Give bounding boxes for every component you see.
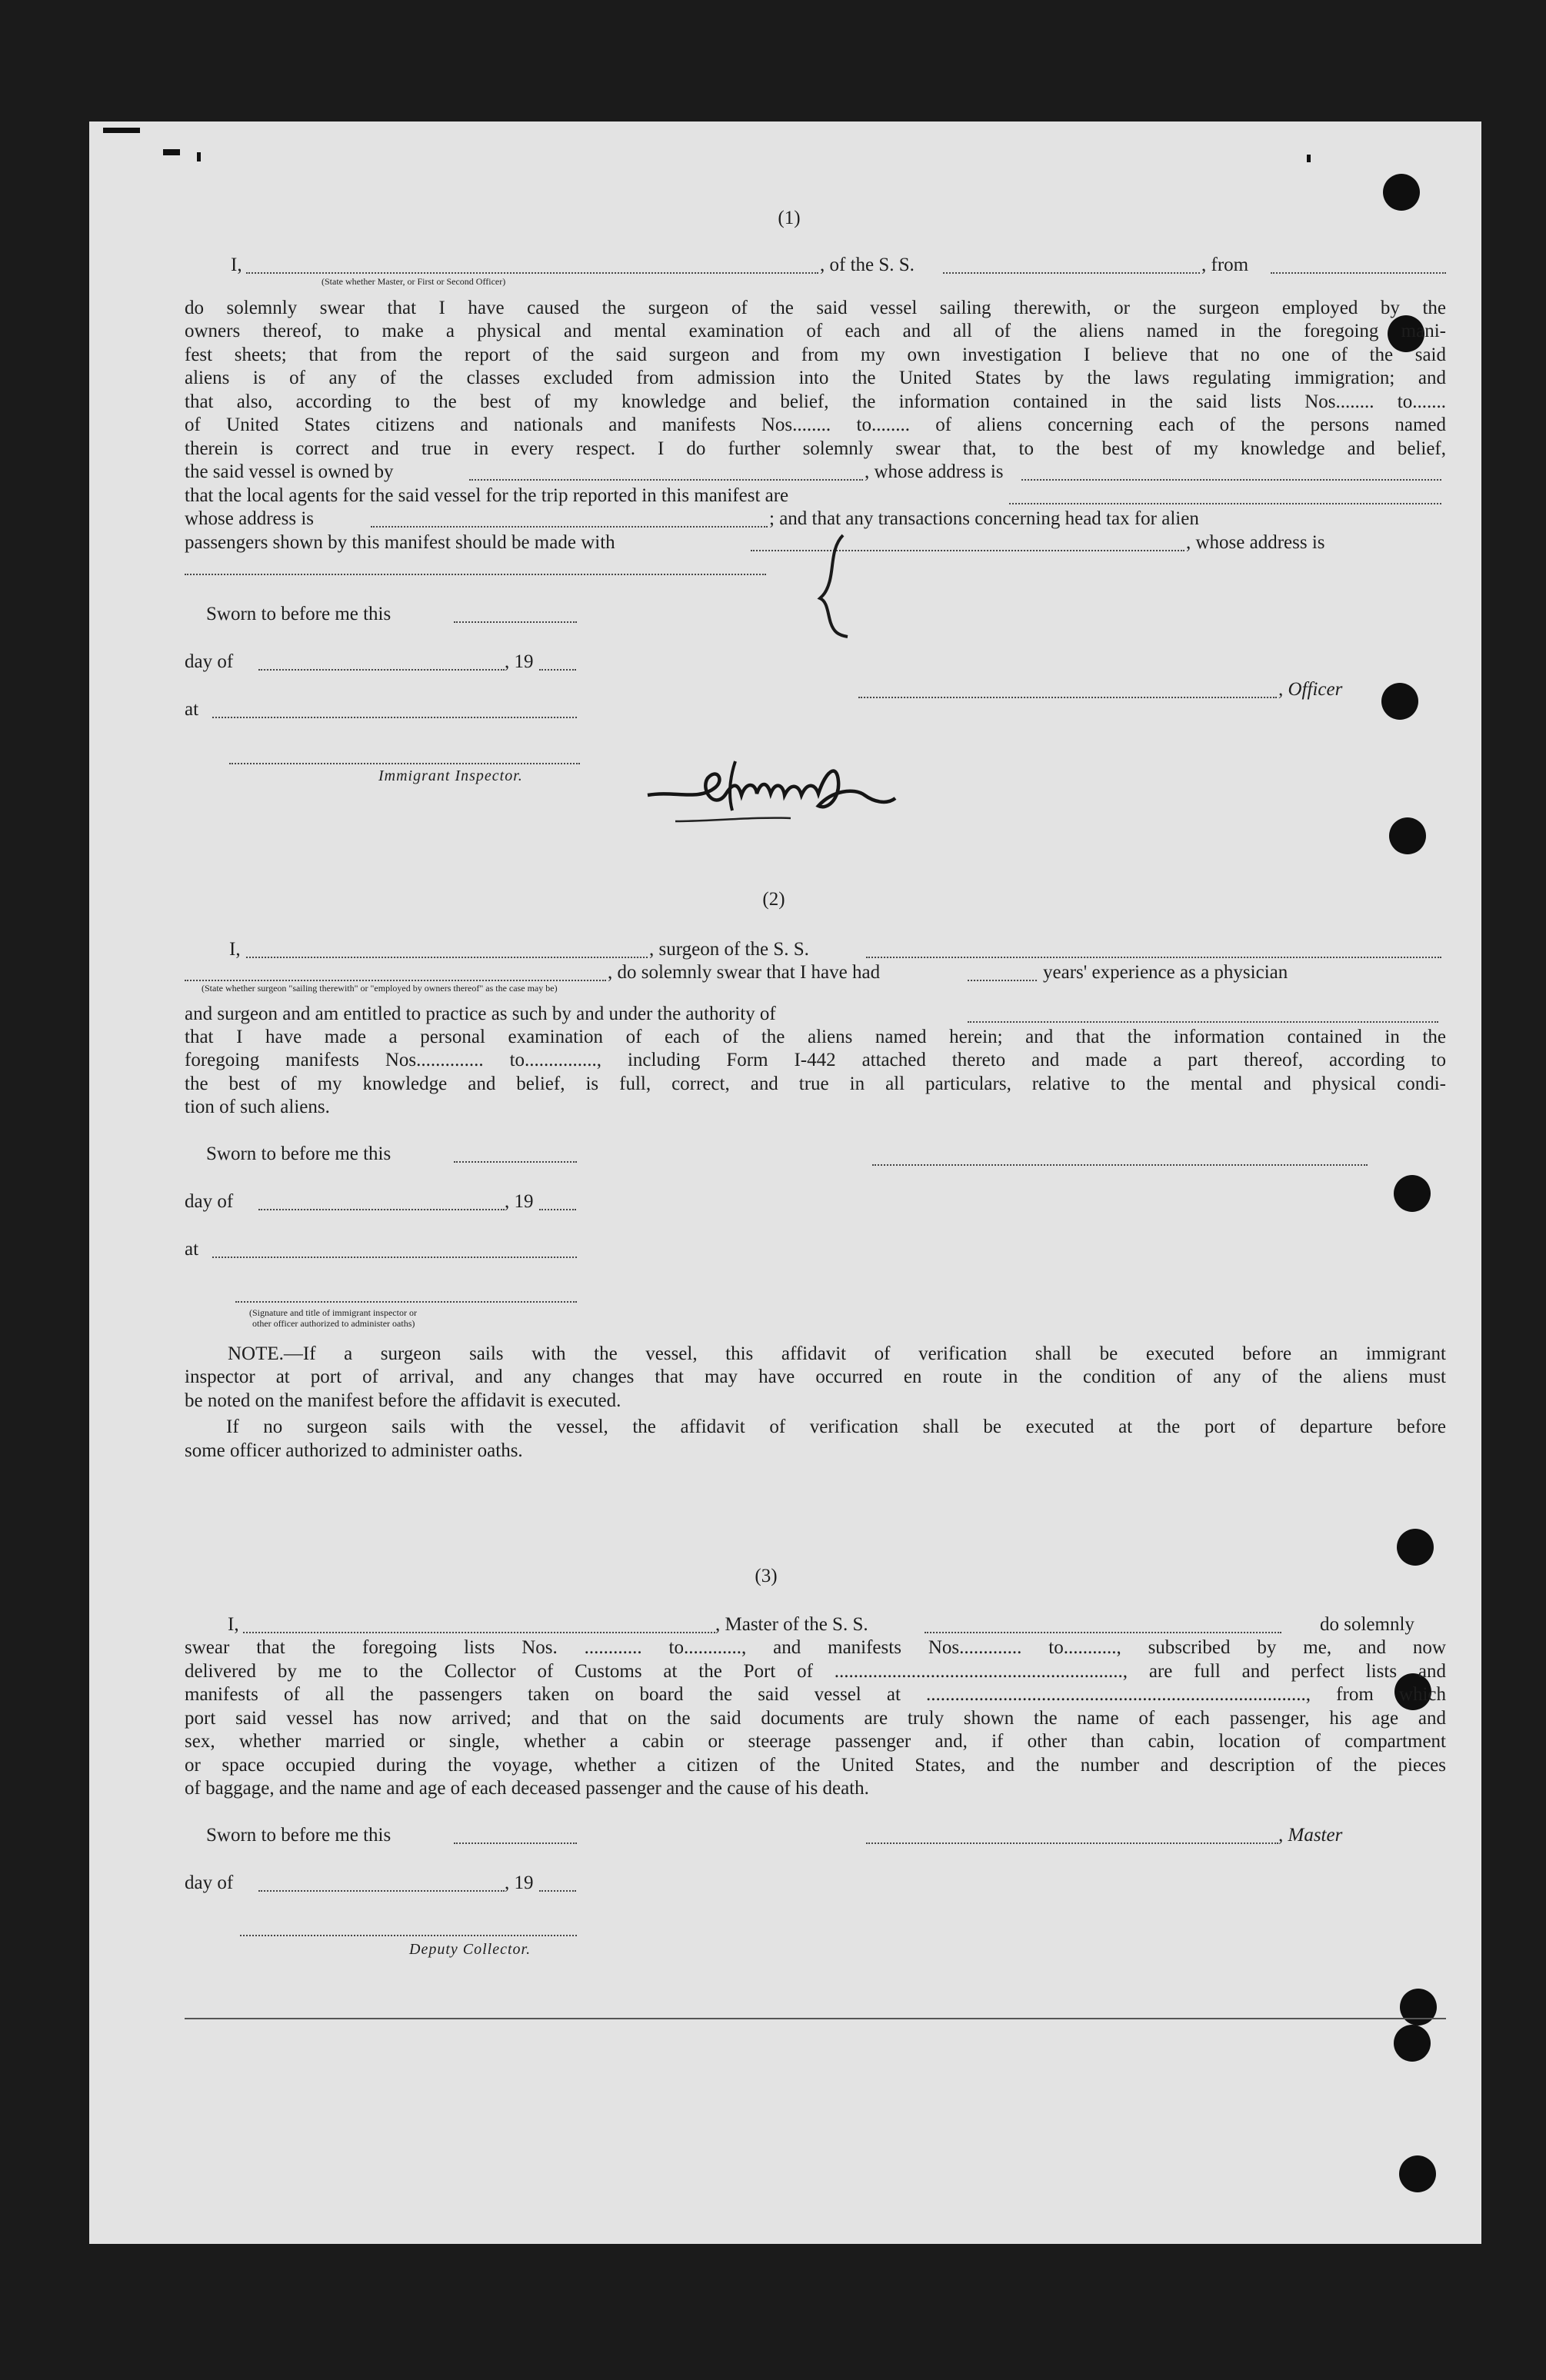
s3-master-signature-blank bbox=[866, 1842, 1278, 1844]
s2-note-line: inspector at port of arrival, and any changes that may have occurred en route in the condition of any of the aliens must bbox=[185, 1366, 1446, 1387]
section-2-number: (2) bbox=[762, 889, 785, 910]
s3-para-line: manifests of all the passengers taken on board the said vessel at ..............................................................................., from which bbox=[185, 1684, 1446, 1705]
s3-day-blank bbox=[258, 1890, 505, 1892]
scan-mark bbox=[163, 149, 180, 155]
s3-day-of-label: day of bbox=[185, 1872, 234, 1893]
s1-officer-label: , Officer bbox=[1278, 679, 1343, 700]
s2-i-label: I, bbox=[229, 939, 241, 960]
s1-inspector-label: Immigrant Inspector. bbox=[378, 767, 523, 784]
manifest-affidavit-page bbox=[89, 121, 1481, 2244]
s1-owner-blank bbox=[469, 479, 863, 481]
s1-sworn-label: Sworn to before me this bbox=[206, 604, 391, 624]
s3-year-label: , 19 bbox=[505, 1872, 534, 1893]
s1-at-label: at bbox=[185, 699, 199, 720]
s3-master-label: , Master of the S. S. bbox=[715, 1614, 868, 1635]
bottom-rule bbox=[185, 2018, 1446, 2019]
s2-note-line: NOTE.—If a surgeon sails with the vessel, this affidavit of verification shall be executed before an immigrant bbox=[228, 1343, 1446, 1364]
s1-head-tax-agent-blank bbox=[751, 550, 1184, 551]
s1-para-line: of United States citizens and nationals and manifests Nos........ to........ of aliens concerning each of the persons named bbox=[185, 414, 1446, 435]
s1-para-line: do solemnly swear that I have caused the surgeon of the said vessel sailing therewith, or the surgeon employed by the bbox=[185, 298, 1446, 318]
section-3-number: (3) bbox=[755, 1566, 778, 1586]
s2-surgeon-signature-blank bbox=[872, 1164, 1368, 1166]
binder-hole bbox=[1397, 1529, 1434, 1566]
s3-solemnly-label: do solemnly bbox=[1320, 1614, 1414, 1635]
s2-year-blank bbox=[539, 1209, 576, 1210]
s1-owner-address-label: , whose address is bbox=[865, 461, 1004, 482]
s3-para-line: sex, whether married or single, whether a cabin or steerage passenger and, if other than cabin, location of compartment bbox=[185, 1731, 1446, 1752]
s2-at-blank bbox=[212, 1257, 577, 1258]
s2-note2-last-line: some officer authorized to administer oaths. bbox=[185, 1440, 523, 1461]
s2-para-line: foregoing manifests Nos.............. to..............., including Form I-442 attached thereto and made a part thereof, according to bbox=[185, 1050, 1446, 1070]
binder-hole bbox=[1381, 683, 1418, 720]
binder-hole bbox=[1394, 1175, 1431, 1212]
s3-para-line: swear that the foregoing lists Nos. ............ to............, and manifests Nos............. to..........., subscribed by me, and now bbox=[185, 1637, 1446, 1658]
s2-surgeon-status-note: (State whether surgeon "sailing therewith" or "employed by owners thereof" as the case may be) bbox=[202, 983, 558, 994]
s1-master-note: (State whether Master, or First or Second Officer) bbox=[322, 276, 506, 287]
s2-inspector-note-1: (Signature and title of immigrant inspector or bbox=[249, 1307, 417, 1318]
s1-owned-by-label: the said vessel is owned by bbox=[185, 461, 394, 482]
s2-inspector-note-2: other officer authorized to administer oaths) bbox=[252, 1318, 415, 1329]
s2-inspector-signature-blank bbox=[235, 1301, 577, 1303]
s1-para-line: aliens is of any of the classes excluded from admission into the United States by the laws regulating immigration; and bbox=[185, 368, 1446, 388]
s1-sworn-blank bbox=[454, 621, 577, 623]
s2-at-label: at bbox=[185, 1239, 199, 1260]
s1-from-blank bbox=[1271, 272, 1446, 274]
s1-whose-address-label: whose address is bbox=[185, 508, 315, 529]
s2-swear-label: , do solemnly swear that I have had bbox=[608, 962, 881, 983]
s2-surgeon-status-blank bbox=[185, 980, 606, 981]
s1-at-blank bbox=[212, 717, 577, 718]
binder-hole bbox=[1400, 1989, 1437, 2025]
s3-sworn-blank bbox=[454, 1842, 577, 1844]
s3-para-line: port said vessel has now arrived; and that on the said documents are truly shown the name of each passenger, his age and bbox=[185, 1708, 1446, 1729]
s3-para-line: or space occupied during the voyage, whether a citizen of the United States, and the number and description of the pieces bbox=[185, 1755, 1446, 1776]
s1-agents-label: that the local agents for the said vessel for the trip reported in this manifest are bbox=[185, 485, 789, 506]
s2-authority-blank bbox=[968, 1021, 1438, 1023]
s2-authority-label: and surgeon and am entitled to practice as such by and under the authority of bbox=[185, 1004, 776, 1024]
s1-para-line: that also, according to the best of my knowledge and belief, the information contained in the said lists Nos........ to....... bbox=[185, 391, 1446, 412]
s1-day-blank bbox=[258, 669, 505, 671]
s3-para-line: delivered by me to the Collector of Customs at the Port of ............................................................, are full and perfect lists and bbox=[185, 1661, 1446, 1682]
s1-day-of-label: day of bbox=[185, 651, 234, 672]
scan-mark bbox=[1307, 155, 1311, 162]
s2-years-label: years' experience as a physician bbox=[1043, 962, 1288, 983]
s1-para-line: owners thereof, to make a physical and mental examination of each and all of the aliens named in the foregoing mani- bbox=[185, 321, 1446, 341]
s1-passengers-address-label: , whose address is bbox=[1186, 532, 1325, 553]
s1-passengers-address-blank bbox=[185, 574, 766, 575]
binder-hole bbox=[1394, 2025, 1431, 2062]
binder-hole bbox=[1399, 2155, 1436, 2192]
scan-mark bbox=[197, 152, 201, 161]
s1-agents-blank bbox=[1009, 503, 1441, 504]
s1-para-line: fest sheets; that from the report of the said surgeon and from my own investigation I believe that no one of the said bbox=[185, 345, 1446, 365]
s3-para-last-line: of baggage, and the name and age of each deceased passenger and the cause of his death. bbox=[185, 1778, 869, 1799]
s1-head-tax-text: ; and that any transactions concerning head tax for alien bbox=[769, 508, 1199, 529]
s2-para-line: the best of my knowledge and belief, is full, correct, and true in all particulars, relative to the mental and physical condi- bbox=[185, 1073, 1446, 1094]
s3-ship-blank bbox=[925, 1632, 1281, 1633]
s2-ship-blank bbox=[866, 957, 1441, 958]
handwritten-signature bbox=[645, 747, 898, 832]
ink-bracket-mark bbox=[817, 532, 855, 640]
s2-sworn-blank bbox=[454, 1161, 577, 1163]
s1-ship-name-blank bbox=[943, 272, 1200, 274]
binder-hole bbox=[1383, 174, 1420, 211]
s2-note-last-line: be noted on the manifest before the affidavit is executed. bbox=[185, 1390, 621, 1411]
s2-note2-line: If no surgeon sails with the vessel, the affidavit of verification shall be executed at the port of departure before bbox=[226, 1416, 1446, 1437]
s3-master-name-blank bbox=[243, 1632, 715, 1633]
binder-hole bbox=[1389, 817, 1426, 854]
s1-officer-name-blank bbox=[246, 272, 818, 274]
s1-inspector-signature-blank bbox=[229, 763, 580, 764]
s1-year-label: , 19 bbox=[505, 651, 534, 672]
s1-ship-label: , of the S. S. bbox=[820, 255, 915, 275]
s1-from-label: , from bbox=[1201, 255, 1249, 275]
s1-officer-signature-blank bbox=[858, 697, 1277, 698]
s1-year-blank bbox=[539, 669, 576, 671]
s2-years-blank bbox=[968, 980, 1037, 981]
s2-year-label: , 19 bbox=[505, 1191, 534, 1212]
s1-agents-address-blank bbox=[371, 526, 768, 528]
section-1-number: (1) bbox=[778, 208, 801, 228]
s2-sworn-label: Sworn to before me this bbox=[206, 1143, 391, 1164]
s2-day-of-label: day of bbox=[185, 1191, 234, 1212]
s3-sworn-label: Sworn to before me this bbox=[206, 1825, 391, 1846]
s1-passengers-label: passengers shown by this manifest should be made with bbox=[185, 532, 615, 553]
s2-para-last-line: tion of such aliens. bbox=[185, 1097, 330, 1117]
s2-surgeon-name-blank bbox=[246, 957, 648, 958]
s3-master-signature-label: , Master bbox=[1278, 1825, 1343, 1846]
s2-day-blank bbox=[258, 1209, 505, 1210]
s3-year-blank bbox=[539, 1890, 576, 1892]
s1-owner-address-blank bbox=[1021, 479, 1441, 481]
s3-i-label: I, bbox=[228, 1614, 239, 1635]
s1-para-line: therein is correct and true in every respect. I do further solemnly swear that, to the best of my knowledge and belief, bbox=[185, 438, 1446, 459]
s1-i-label: I, bbox=[231, 255, 242, 275]
s2-para-line: that I have made a personal examination of each of the aliens named herein; and that the information contained in the bbox=[185, 1027, 1446, 1047]
s3-collector-signature-blank bbox=[240, 1935, 577, 1936]
scan-mark bbox=[103, 128, 140, 133]
s3-collector-label: Deputy Collector. bbox=[409, 1941, 531, 1958]
s2-surgeon-label: , surgeon of the S. S. bbox=[649, 939, 809, 960]
